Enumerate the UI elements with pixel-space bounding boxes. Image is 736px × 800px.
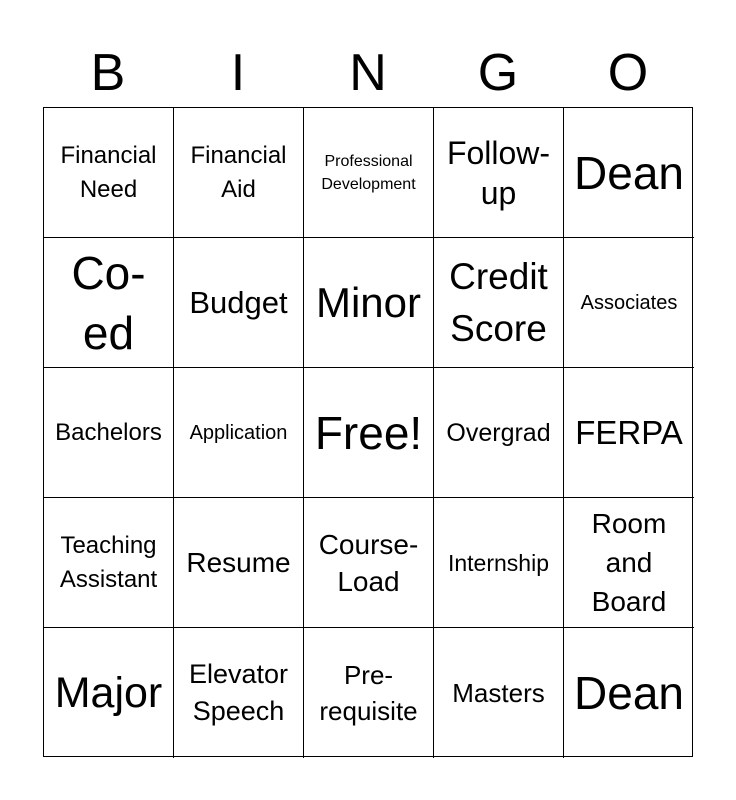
- cell-label: Co-ed: [71, 246, 146, 359]
- cell-label: Financial Aid: [190, 141, 287, 203]
- cell-label: Professional Development: [321, 152, 416, 193]
- header-letter-o: O: [607, 44, 649, 102]
- bingo-cell[interactable]: [434, 498, 564, 628]
- bingo-cell[interactable]: [564, 108, 694, 238]
- cell-label: Budget: [189, 284, 288, 320]
- header-letter-g: G: [477, 44, 519, 102]
- cell-label: Resume: [186, 546, 291, 578]
- cell-label: Dean: [574, 667, 684, 719]
- cell-label: Overgrad: [446, 418, 551, 447]
- bingo-cell[interactable]: [174, 628, 304, 758]
- bingo-cell[interactable]: [174, 368, 304, 498]
- cell-label: Course-Load: [318, 528, 419, 597]
- bingo-cell[interactable]: [304, 498, 434, 628]
- cell-label: Teaching Assistant: [59, 531, 158, 593]
- bingo-cell[interactable]: [304, 238, 434, 368]
- bingo-cell[interactable]: [434, 108, 564, 238]
- bingo-cell[interactable]: [434, 368, 564, 498]
- cell-label: Dean: [574, 146, 684, 199]
- cell-label: Minor: [315, 278, 422, 326]
- bingo-cell[interactable]: [564, 368, 694, 498]
- bingo-cell[interactable]: [44, 238, 174, 368]
- bingo-cell[interactable]: [304, 108, 434, 238]
- cell-label: Room and Board: [591, 508, 667, 617]
- header-letter-n: N: [349, 44, 387, 102]
- bingo-cell[interactable]: [434, 238, 564, 368]
- header-letter-i: I: [230, 44, 246, 102]
- cell-label: Elevator Speech: [188, 659, 289, 726]
- bingo-cell[interactable]: [564, 238, 694, 368]
- bingo-cell[interactable]: [434, 628, 564, 758]
- cell-label: Major: [54, 669, 163, 717]
- bingo-header: [43, 40, 693, 106]
- bingo-cell[interactable]: [44, 498, 174, 628]
- bingo-cell[interactable]: [44, 368, 174, 498]
- cell-label: Associates: [580, 291, 678, 314]
- cell-label: Pre-requisite: [319, 660, 418, 726]
- header-letter-b: B: [90, 44, 126, 102]
- cell-label: Internship: [447, 549, 549, 576]
- bingo-cell[interactable]: [174, 108, 304, 238]
- bingo-cell[interactable]: [304, 628, 434, 758]
- bingo-cell[interactable]: [174, 498, 304, 628]
- free-space-cell[interactable]: [304, 368, 434, 498]
- bingo-cell[interactable]: [44, 108, 174, 238]
- cell-label: Masters: [452, 678, 545, 708]
- bingo-grid: [43, 107, 693, 757]
- cell-label: Bachelors: [55, 418, 162, 446]
- cell-label: Application: [189, 421, 288, 444]
- bingo-cell[interactable]: [44, 628, 174, 758]
- free-space-label: Free!: [314, 406, 423, 459]
- bingo-cell[interactable]: [564, 498, 694, 628]
- cell-label: Credit Score: [449, 255, 548, 349]
- cell-label: Financial Need: [60, 141, 157, 203]
- cell-label: FERPA: [575, 413, 683, 451]
- bingo-cell[interactable]: [564, 628, 694, 758]
- bingo-cell[interactable]: [174, 238, 304, 368]
- cell-label: Follow-up: [446, 134, 551, 211]
